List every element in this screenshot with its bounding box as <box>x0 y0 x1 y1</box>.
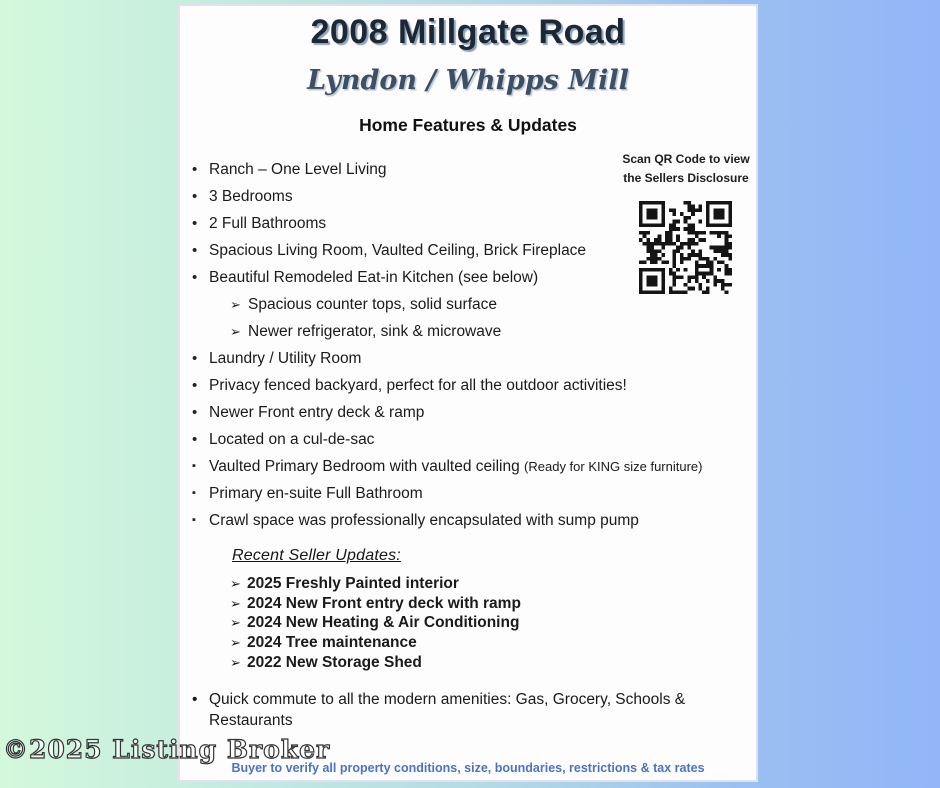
feature-text: Newer Front entry deck & ramp <box>209 404 425 421</box>
feature-text: Spacious Living Room, Vaulted Ceiling, Brick Fireplace <box>209 242 587 259</box>
updates-list <box>180 574 756 672</box>
update-item <box>180 594 756 614</box>
feature-item <box>180 237 756 264</box>
square-bullet-icon: ▪ <box>192 514 196 526</box>
feature-item <box>180 183 756 210</box>
arrow-bullet-icon: ➢ <box>230 297 241 312</box>
feature-text: 2 Full Bathrooms <box>209 215 327 232</box>
qr-caption-line2: the Sellers Disclosure <box>623 171 749 185</box>
feature-text: Primary en-suite Full Bathroom <box>209 485 423 502</box>
feature-subitem <box>180 318 756 345</box>
feature-subitem <box>180 291 756 318</box>
feature-text-note: (Ready for KING size furniture) <box>524 459 703 474</box>
square-bullet-icon: ▪ <box>192 487 196 499</box>
feature-text <box>180 458 702 475</box>
feature-text-main: Vaulted Primary Bedroom with vaulted ceiling <box>209 458 525 475</box>
feature-text: Privacy fenced backyard, perfect for all the outdoor activities! <box>209 377 627 394</box>
arrow-bullet-icon: ➢ <box>230 615 241 631</box>
feature-text: Crawl space was professionally encapsulated with sump pump <box>209 512 639 529</box>
feature-text: Located on a cul-de-sac <box>209 431 375 448</box>
update-text: 2022 New Storage Shed <box>247 653 422 671</box>
update-text: 2025 Freshly Painted interior <box>247 575 459 592</box>
section-heading: Home Features & Updates <box>359 115 577 135</box>
features-list <box>180 156 756 534</box>
feature-text: 3 Bedrooms <box>209 188 293 205</box>
bullet-icon: • <box>192 269 198 286</box>
arrow-bullet-icon: ➢ <box>230 635 241 651</box>
disclaimer-text: Buyer to verify all property conditions, size, boundaries, restrictions & tax rates <box>231 761 705 775</box>
commute-item <box>180 689 756 731</box>
update-item <box>180 613 756 633</box>
feature-item <box>180 507 756 534</box>
update-text: 2024 New Heating & Air Conditioning <box>247 614 520 632</box>
arrow-bullet-icon: ➢ <box>230 576 241 591</box>
qr-caption-line1: Scan QR Code to view <box>622 152 750 166</box>
update-item <box>180 653 756 673</box>
feature-text: Laundry / Utility Room <box>209 350 362 367</box>
bullet-icon: • <box>192 242 198 259</box>
update-item <box>180 574 756 594</box>
commute-text: Quick commute to all the modern amenities: Gas, Grocery, Schools & Restaurants <box>209 691 686 730</box>
neighborhood-subtitle: Lyndon / Whipps Mill <box>307 65 629 96</box>
property-title: 2008 Millgate Road <box>310 13 626 51</box>
feature-item <box>180 372 756 399</box>
update-item <box>180 633 756 653</box>
flyer-page <box>178 4 758 782</box>
bullet-icon: • <box>192 404 198 421</box>
bullet-icon: • <box>192 691 198 709</box>
bullet-icon: • <box>192 188 198 205</box>
update-text: 2024 New Front entry deck with ramp <box>247 594 521 612</box>
arrow-bullet-icon: ➢ <box>230 595 241 611</box>
bullet-icon: • <box>192 350 198 367</box>
feature-item <box>180 480 756 507</box>
bullet-icon: • <box>192 377 198 394</box>
feature-item <box>180 345 756 372</box>
feature-text: Beautiful Remodeled Eat-in Kitchen (see below) <box>209 269 539 286</box>
bullet-icon: • <box>192 161 198 178</box>
feature-item <box>180 426 756 453</box>
arrow-bullet-icon: ➢ <box>230 654 241 670</box>
bullet-icon: • <box>192 431 198 448</box>
feature-item <box>180 399 756 426</box>
feature-item <box>180 453 756 480</box>
update-text: 2024 Tree maintenance <box>247 634 417 652</box>
arrow-bullet-icon: ➢ <box>230 324 241 339</box>
feature-text: Ranch – One Level Living <box>209 161 387 178</box>
feature-item <box>180 210 756 237</box>
feature-text: Newer refrigerator, sink & microwave <box>248 323 502 340</box>
watermark: ©2025 Listing Broker <box>3 735 331 764</box>
feature-item <box>180 156 756 183</box>
bullet-icon: • <box>192 215 198 232</box>
updates-heading: Recent Seller Updates: <box>232 547 401 564</box>
feature-text: Spacious counter tops, solid surface <box>248 296 497 313</box>
square-bullet-icon: ▪ <box>192 460 196 472</box>
feature-item <box>180 264 756 291</box>
